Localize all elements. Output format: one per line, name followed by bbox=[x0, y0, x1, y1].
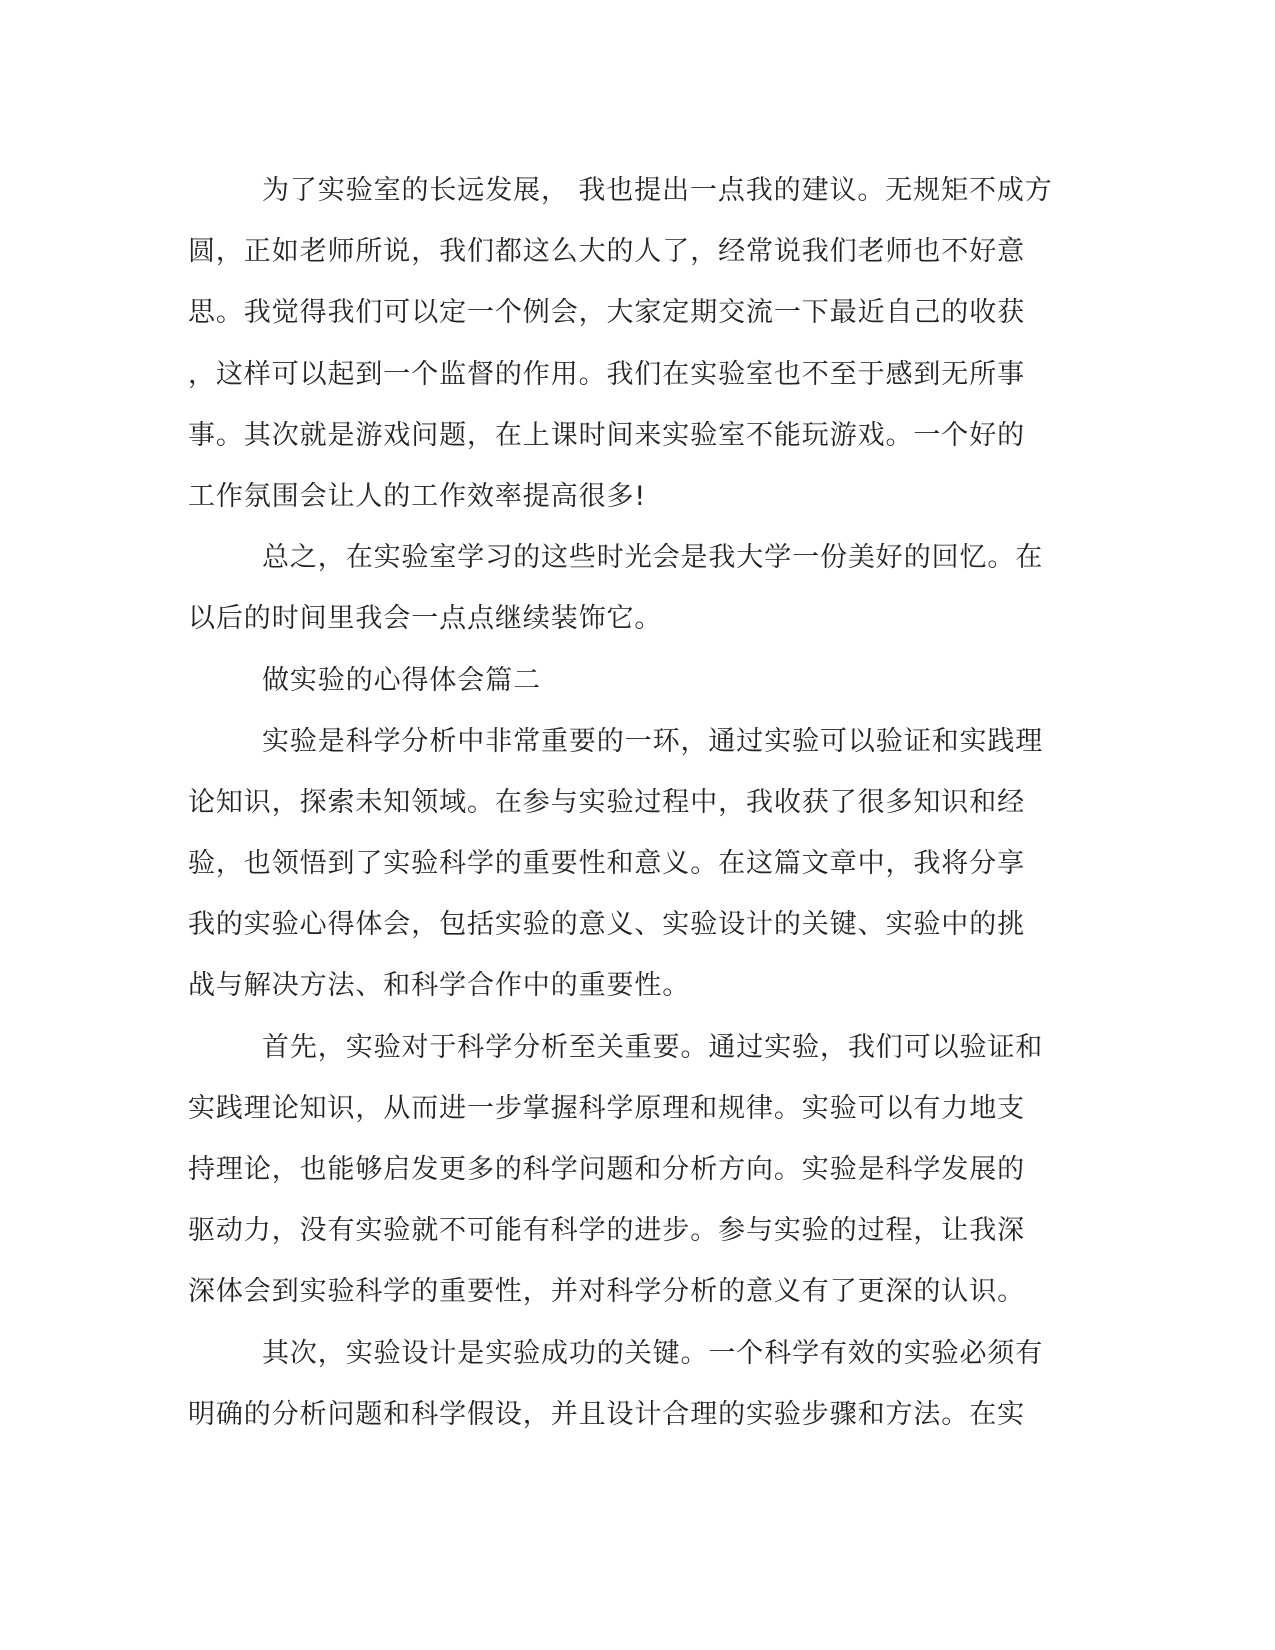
text-line: 驱动力，没有实验就不可能有科学的进步。参与实验的过程，让我深 bbox=[188, 1215, 1025, 1247]
text-line: ，这样可以起到一个监督的作用。我们在实验室也不至于感到无所事 bbox=[188, 358, 1025, 390]
text-line: 战与解决方法、和科学合作中的重要性。 bbox=[188, 970, 691, 1002]
text-line: 圆，正如老师所说，我们都这么大的人了，经常说我们老师也不好意 bbox=[188, 236, 1025, 268]
document-body bbox=[188, 160, 1068, 1445]
text-line: 事。其次就是游戏问题，在上课时间来实验室不能玩游戏。一个好的 bbox=[188, 419, 1025, 451]
text-line: 工作氛围会让人的工作效率提高很多! bbox=[188, 480, 647, 512]
text-line: 持理论，也能够启发更多的科学问题和分析方向。实验是科学发展的 bbox=[188, 1154, 1025, 1185]
text-line: 实践理论知识，从而进一步掌握科学原理和规律。实验可以有力地支 bbox=[188, 1092, 1025, 1124]
text-line: 论知识，探索未知领域。在参与实验过程中，我收获了很多知识和经 bbox=[188, 786, 1025, 818]
text-line: 总之，在实验室学习的这些时光会是我大学一份美好的回忆。在 bbox=[262, 542, 1044, 574]
text-line: 明确的分析问题和科学假设，并且设计合理的实验步骤和方法。在实 bbox=[188, 1398, 1025, 1430]
text-line: 深体会到实验科学的重要性，并对科学分析的意义有了更深的认识。 bbox=[188, 1276, 1025, 1308]
text-line: 我的实验心得体会，包括实验的意义、实验设计的关键、实验中的挑 bbox=[188, 909, 1025, 941]
text-line: 实验是科学分析中非常重要的一环，通过实验可以验证和实践理 bbox=[262, 725, 1044, 757]
text-line: 思。我觉得我们可以定一个例会，大家定期交流一下最近自己的收获 bbox=[188, 297, 1025, 329]
section-heading: 做实验的心得体会篇二 bbox=[262, 664, 541, 696]
text-line: 为了实验室的长远发展， 我也提出一点我的建议。无规矩不成方 bbox=[262, 175, 1053, 206]
text-line: 验，也领悟到了实验科学的重要性和意义。在这篇文章中，我将分享 bbox=[188, 848, 1025, 880]
text-line: 以后的时间里我会一点点继续装饰它。 bbox=[188, 603, 663, 635]
text-line: 其次，实验设计是实验成功的关键。一个科学有效的实验必须有 bbox=[262, 1337, 1044, 1369]
text-line: 首先，实验对于科学分析至关重要。通过实验，我们可以验证和 bbox=[262, 1031, 1044, 1063]
